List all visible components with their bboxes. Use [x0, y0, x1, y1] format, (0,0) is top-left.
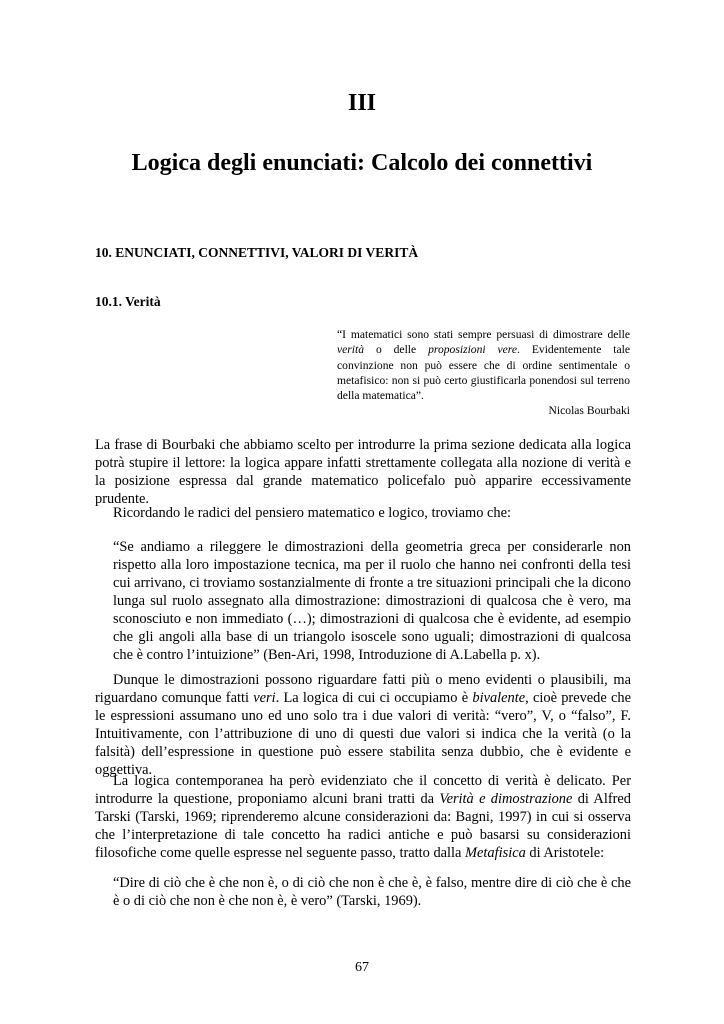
chapter-title: Logica degli enunciati: Calcolo dei connettivi — [131, 150, 593, 176]
body-paragraph-4: La logica contemporanea ha però evidenziato che il concetto di verità è delicato. Per introdurre la questione, proponiamo alcuni brani tratti da Verità e dimostrazione di Alfred Tarski (Tarski, 1969; riprenderemo alcune considerazioni da: Bagni, 1997) in cui si osserva che l’interpretazione di tale concetto ha radici antiche e può basarsi su considerazioni filosofiche come quelle espresse nel seguente passo, tratto dalla Metafisica di Aristotele: — [95, 773, 631, 861]
epigraph-author: Nicolas Bourbaki — [548, 404, 630, 417]
page-number: 67 — [355, 960, 369, 975]
section-heading: 10. ENUNCIATI, CONNETTIVI, VALORI DI VERITÀ — [95, 245, 419, 260]
subsection-heading: 10.1. Verità — [95, 294, 161, 309]
block-quote-1: “Se andiamo a rileggere le dimostrazioni della geometria greca per considerarle non rispetto alla loro impostazione tecnica, ma per il ruolo che hanno nei confronti della tesi cui arrivano, ci troviamo sostanzialmente di fronte a tre situazioni principali che la dicono lunga sul ruolo assegnato alla dimostrazione: dimostrazioni di qualcosa che è vero, ma sconosciuto e non immediato (…); dimostrazioni di qualcosa che è evidente, ad esempio che gli angoli alla base di un triangolo isoscele sono uguali; dimostrazioni di qualcosa che è contro l’intuizione” (Ben-Ari, 1998, Introduzione di A.Labella p. x). — [113, 539, 631, 663]
epigraph-quote: “I matematici sono stati sempre persuasi di dimostrare delle verità o delle proposizioni vere. Evidentemente tale convinzione non può essere che di ordine sentimentale o metafisico: non si può certo giustificarla ponendosi sul terreno della matematica”. — [337, 328, 630, 403]
chapter-number: III — [347, 90, 377, 116]
body-paragraph-3: Dunque le dimostrazioni possono riguardare fatti più o meno evidenti o plausibili, ma riguardano comunque fatti veri. La logica di cui ci occupiamo è bivalente, cioè prevede che le espressioni assumano uno ed uno solo tra i due valori di verità: “vero”, V, o “falso”, F. Intuitivamente, con l’attribuzione di uno di questi due valori si indica che la verità (o la falsità) dell’espressione in questione può essere stabilita senza dubbio, che è evidente e oggettiva. — [95, 672, 631, 778]
body-paragraph-1: La frase di Bourbaki che abbiamo scelto per introdurre la prima sezione dedicata alla logica potrà stupire il lettore: la logica appare infatti strettamente collegata alla nozione di verità e la posizione espressa dal grande matematico policefalo può apparire eccessivamente prudente. — [95, 437, 631, 507]
body-paragraph-2: Ricordando le radici del pensiero matematico e logico, troviamo che: — [113, 505, 511, 521]
block-quote-2: “Dire di ciò che è che non è, o di ciò che non è che è, è falso, mentre dire di ciò che è che è o di ciò che non è che non è, è vero” (Tarski, 1969). — [113, 875, 631, 909]
